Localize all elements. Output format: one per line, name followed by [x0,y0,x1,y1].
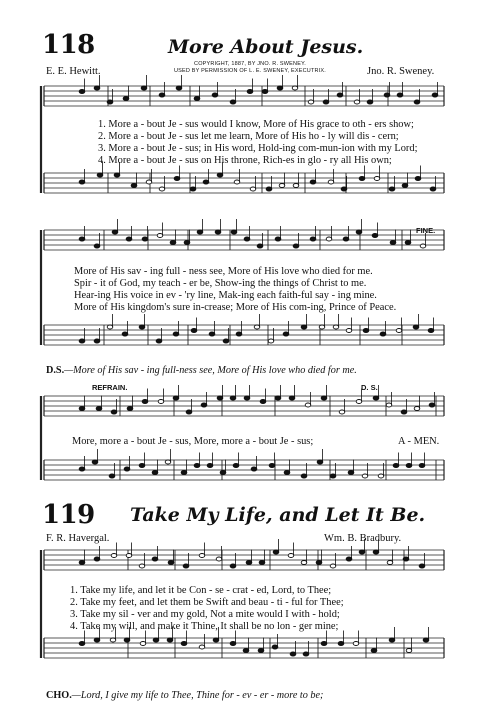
note-head [215,230,221,234]
note-head [146,180,152,184]
note-head [393,464,399,468]
note-head [165,460,171,464]
note-head [152,471,158,475]
note-head [333,325,339,329]
note-head [183,564,189,568]
note-head [139,325,145,329]
note-head [247,90,253,94]
note-head [259,561,265,565]
note-head [126,554,132,558]
note-head [197,230,203,234]
note-head [203,180,209,184]
note-head [190,187,196,191]
note-head [234,180,240,184]
note-head [275,237,281,241]
note-head [353,642,359,646]
note-head [301,325,307,329]
note-head [283,332,289,336]
note-head [216,557,222,561]
note-head [277,86,283,90]
note-head [109,474,115,478]
note-head [96,407,102,411]
note-head [266,187,272,191]
note-head [233,464,239,468]
note-head [230,396,236,400]
note-head [405,241,411,245]
note-head [396,329,402,333]
note-head [356,400,362,404]
verses-119 [70,585,344,633]
note-head [346,557,352,561]
note-head [321,642,327,646]
note-head [213,638,219,642]
note-head [220,471,226,475]
note-head [372,234,378,238]
note-head [272,645,278,649]
verse-line: More of His kingdom's sure in-crease; More of His com-ing, Prince of Peace. [74,302,397,313]
note-head [230,642,236,646]
composer-119: Wm. B. Bradbury. [324,533,402,544]
note-head [293,244,299,248]
note-head [139,464,145,468]
note-head [246,561,252,565]
note-head [362,474,368,478]
note-head [92,460,98,464]
note-head [378,474,384,478]
note-head [142,400,148,404]
note-head [387,561,393,565]
verse-line: 3. More a - bout Je - sus; in His word, Hold-ing com-mun-ion with my Lord; [98,143,418,154]
note-head [79,642,85,646]
hymn-title-119: Take My Life, and Let It Be. [130,504,426,526]
note-head [139,564,145,568]
note-head [159,187,165,191]
note-head [243,649,249,653]
note-head [330,474,336,478]
note-head [397,93,403,97]
note-head [402,184,408,188]
verse-line: 3. Take my sil - ver and my gold, Not a mite would I with - hold; [70,609,340,620]
note-head [94,339,100,343]
note-head [337,93,343,97]
note-head [231,230,237,234]
note-head [230,564,236,568]
ds-line [46,365,357,376]
note-head [359,550,365,554]
note-head [79,467,85,471]
ds-text: —More of His sav - ing full-ness see, More of His love who died for me. [64,365,357,376]
note-head [260,400,266,404]
note-head [346,329,352,333]
note-head [284,471,290,475]
note-head [303,652,309,656]
note-head [244,237,250,241]
note-head [142,237,148,241]
note-head [194,464,200,468]
note-head [363,329,369,333]
note-head [359,177,365,181]
note-head [107,100,113,104]
note-head [173,332,179,336]
note-head [257,244,263,248]
note-head [292,86,298,90]
note-head [288,554,294,558]
verse-line: 2. Take my feet, and let them be Swift and beau - ti - ful for Thee; [70,597,344,608]
note-head [123,97,129,101]
note-head [429,403,435,407]
verse-line: Spir - it of God, my teach - er be, Show-ing the things of Christ to me. [74,278,367,289]
note-head [290,652,296,656]
note-head [341,187,347,191]
note-head [310,237,316,241]
note-head [201,403,207,407]
note-head [269,464,275,468]
verse-line: 4. More a - bout Je - sus on His throne, Rich-es in glo - ry all His own; [98,155,392,166]
note-head [199,645,205,649]
note-head [94,86,100,90]
note-head [111,410,117,414]
note-head [217,396,223,400]
hymn-number-118: 118 [42,30,95,60]
verse-line: 2. More a - bout Je - sus let me learn, More of His ho - ly will dis - cern; [98,131,399,142]
note-head [79,339,85,343]
verses-118-part2 [74,266,396,314]
note-head [403,557,409,561]
note-head [338,642,344,646]
note-head [289,396,295,400]
note-head [127,407,133,411]
verse-line: 1. More a - bout Je - sus would I know, More of His grace to oth - ers show; [98,119,414,130]
verse-line: 1. Take my life, and let it be Con - se - crat - ed, Lord, to Thee; [70,585,332,596]
note-head [212,93,218,97]
note-head [423,638,429,642]
note-head [415,177,421,181]
note-head [275,396,281,400]
note-head [181,642,187,646]
refrain-label: REFRAIN. [92,383,128,392]
note-head [354,100,360,104]
note-head [428,329,434,333]
note-head [176,86,182,90]
note-head [323,100,329,104]
note-head [268,339,274,343]
note-head [305,403,311,407]
note-head [328,180,334,184]
note-head [158,400,164,404]
note-head [293,184,299,188]
note-head [167,638,173,642]
note-head [110,638,116,642]
ds-prefix: D.S. [46,365,65,376]
note-head [156,339,162,343]
note-head [386,403,392,407]
note-head [374,177,380,181]
note-head [384,93,390,97]
note-head [430,187,436,191]
note-head [79,237,85,241]
note-head [310,180,316,184]
chorus-prefix: CHO. [46,690,72,701]
note-head [111,554,117,558]
note-head [152,557,158,561]
note-head [79,90,85,94]
note-head [207,464,213,468]
note-head [319,325,325,329]
copyright-line-1: COPYRIGHT, 1887, BY JNO. R. SWENEY. [194,61,306,67]
verses-118-part1 [98,119,417,167]
note-head [339,410,345,414]
note-head [406,464,412,468]
note-head [380,332,386,336]
note-head [181,471,187,475]
note-head [209,332,215,336]
note-head [414,100,420,104]
note-head [107,325,113,329]
note-head [124,467,130,471]
ds-marker: D. S. [361,383,378,392]
note-head [356,230,362,234]
note-head [413,325,419,329]
note-head [301,561,307,565]
note-head [317,460,323,464]
note-head [157,234,163,238]
note-head [326,237,332,241]
note-head [94,244,100,248]
note-head [244,396,250,400]
note-head [373,396,379,400]
note-head [389,187,395,191]
note-head [184,241,190,245]
note-head [112,230,118,234]
hymn-number-119: 119 [42,500,95,530]
note-head [140,642,146,646]
note-head [406,649,412,653]
copyright-line-2: USED BY PERMISSION OF L. E. SWENEY, EXECUTRIX. [173,67,327,74]
note-head [194,97,200,101]
chorus-text: —Lord, I give my life to Thee, Thine for - ev - er - more to be; [71,690,324,701]
note-head [279,184,285,188]
note-head [122,332,128,336]
note-head [258,649,264,653]
amen-text: A - MEN. [398,436,440,447]
note-head [79,561,85,565]
note-head [168,561,174,565]
note-head [131,184,137,188]
note-head [371,649,377,653]
note-head [419,564,425,568]
note-head [367,100,373,104]
note-head [153,638,159,642]
note-head [124,638,130,642]
note-head [217,173,223,177]
note-head [94,557,100,561]
note-head [330,564,336,568]
note-head [173,396,179,400]
note-head [401,410,407,414]
author-119: F. R. Havergal. [46,533,110,544]
note-head [170,241,176,245]
note-head [191,329,197,333]
note-head [343,237,349,241]
fine-marker: FINE. [416,226,436,235]
verse-line: 4. Take my will, and make it Thine, It shall be no lon - ger mine; [70,621,339,632]
note-head [273,550,279,554]
note-head [230,100,236,104]
note-head [414,407,420,411]
note-head [420,244,426,248]
note-head [348,471,354,475]
note-head [199,554,205,558]
note-head [79,180,85,184]
note-head [141,86,147,90]
composer-118: Jno. R. Sweney. [367,66,435,77]
note-head [308,100,314,104]
note-head [389,638,395,642]
note-head [114,173,120,177]
note-head [159,93,165,97]
verse-line: Hear-ing His voice in ev - 'ry line, Mak-ing each faith-ful say - ing mine. [74,290,377,301]
hymn-title-118: More About Jesus. [168,36,364,58]
note-head [373,550,379,554]
note-head [126,237,132,241]
refrain-text: More, more a - bout Je - sus, More, more a - bout Je - sus; [72,436,314,447]
note-head [390,241,396,245]
note-head [254,325,260,329]
note-head [251,467,257,471]
verse-line: More of His sav - ing full - ness see, More of His love who died for me. [74,266,373,277]
chorus-line [46,690,323,701]
note-head [236,332,242,336]
note-head [301,474,307,478]
note-head [174,177,180,181]
note-head [250,187,256,191]
note-head [262,90,268,94]
note-head [432,93,438,97]
note-head [79,407,85,411]
note-head [94,638,100,642]
note-head [97,173,103,177]
note-head [186,410,192,414]
note-head [223,339,229,343]
note-head [316,561,322,565]
note-head [419,464,425,468]
note-head [321,396,327,400]
author-118: E. E. Hewitt. [46,66,101,77]
